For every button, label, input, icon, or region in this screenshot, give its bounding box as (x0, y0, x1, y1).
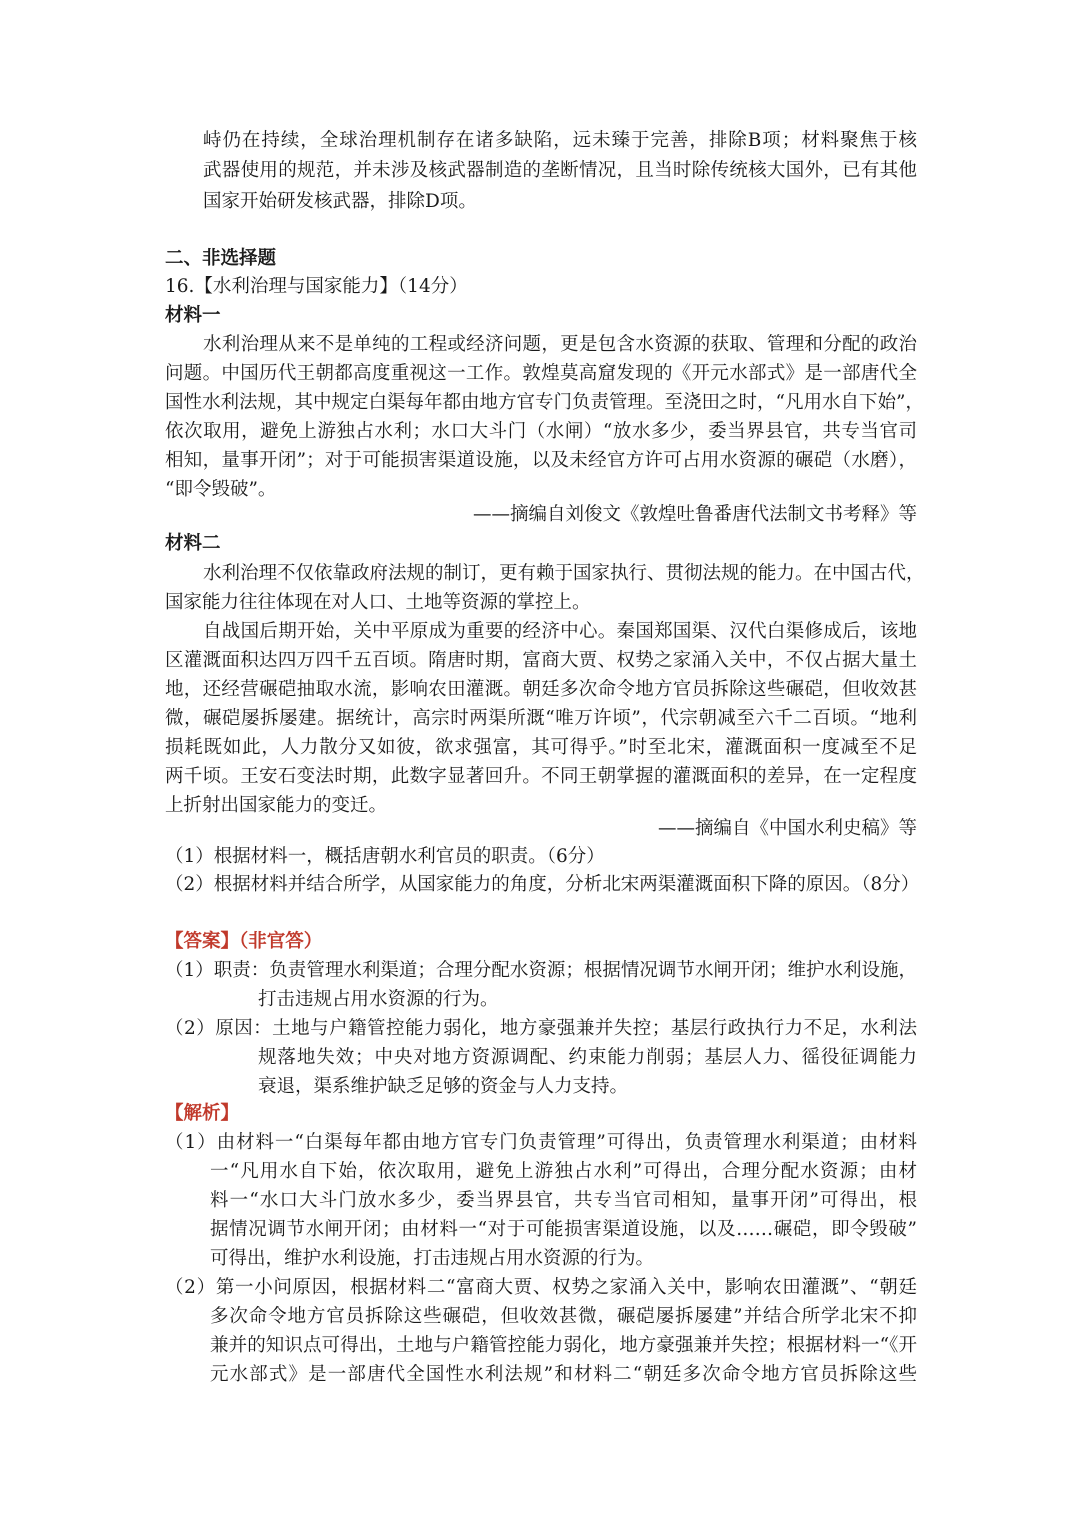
analysis-1-line: （1）由材料一“白渠每年都由地方官专门负责管理”可得出，负责管理水利渠道；由材料 (165, 1132, 917, 1153)
prev-analysis-line: 武器使用的规范，并未涉及核武器制造的垄断情况，且当时除传统核大国外，已有其他 (203, 160, 917, 181)
analysis-1-line: 据情况调节水闸开闭；由材料一“对于可能损害渠道设施，以及……碾硙，即令毁破” (210, 1219, 917, 1240)
material1-label: 材料一 (165, 305, 221, 326)
material2-line: 水利治理不仅依靠政府法规的制订，更有赖于国家执行、贯彻法规的能力。在中国古代， (203, 563, 925, 584)
answer-label: 【答案】（非官答） (165, 931, 323, 952)
analysis-label: 【解析】 (165, 1103, 240, 1124)
material1-line: 相知，量事开闭”；对于可能损害渠道设施，以及未经官方许可占用水资源的碾硙（水磨）， (165, 450, 917, 471)
material1-line: 问题。中国历代王朝都高度重视这一工作。敦煌莫高窟发现的《开元水部式》是一部唐代全 (165, 363, 917, 384)
question-title: 16.【水利治理与国家能力】（14分） (165, 276, 468, 297)
analysis-1-line: 料一“水口大斗门放水多少，委当界县官，共专当官司相知，量事开闭”可得出，根 (210, 1190, 917, 1211)
answer-2-line: 规落地失效；中央对地方资源调配、约束能力削弱；基层人力、徭役征调能力 (258, 1047, 917, 1068)
analysis-2-line: 兼并的知识点可得出，土地与户籍管控能力弱化，地方豪强兼并失控；根据材料一“《开 (210, 1335, 917, 1356)
section-title: 二、非选择题 (165, 248, 277, 269)
answer-2-line: 衰退，渠系维护缺乏足够的资金与人力支持。 (258, 1076, 629, 1097)
material1-source: ——摘编自刘俊文《敦煌吐鲁番唐代法制文书考释》等 (472, 504, 917, 525)
answer-1-line: 打击违规占用水资源的行为。 (258, 989, 499, 1010)
material1-line: 依次取用，避免上游独占水利；水口大斗门（水闸）“放水多少，委当界县官，共专当官司 (165, 421, 917, 442)
analysis-2-line: 多次命令地方官员拆除这些碾硙，但收效甚微，碾硙屡拆屡建”并结合所学北宋不抑 (210, 1306, 917, 1327)
material2-source: ——摘编自《中国水利史稿》等 (657, 818, 917, 839)
prev-analysis-line: 峙仍在持续，全球治理机制存在诸多缺陷，远未臻于完善，排除B项；材料聚焦于核 (203, 130, 917, 151)
analysis-2-line: 元水部式》是一部唐代全国性水利法规”和材料二“朝廷多次命令地方官员拆除这些 (210, 1364, 917, 1385)
analysis-2-line: （2）第一小问原因，根据材料二“富商大贾、权势之家涌入关中，影响农田灌溉”、“朝廷 (165, 1277, 917, 1298)
sub-question-1: （1）根据材料一，概括唐朝水利官员的职责。（6分） (165, 846, 605, 867)
answer-2-line: （2）原因：土地与户籍管控能力弱化，地方豪强兼并失控；基层行政执行力不足，水利法 (165, 1018, 917, 1039)
material2-line: 国家能力往往体现在对人口、土地等资源的掌控上。 (165, 592, 591, 613)
material1-line: 国性水利法规，其中规定白渠每年都由地方官专门负责管理。至浇田之时，“凡用水自下始”， (165, 392, 924, 413)
material1-line: “即令毁破”。 (165, 479, 277, 500)
analysis-1-line: 一“凡用水自下始，依次取用，避免上游独占水利”可得出，合理分配水资源；由材 (210, 1161, 917, 1182)
analysis-1-line: 可得出，维护水利设施，打击违规占用水资源的行为。 (210, 1248, 655, 1269)
material2-line: 自战国后期开始，关中平原成为重要的经济中心。秦国郑国渠、汉代白渠修成后，该地 (203, 621, 917, 642)
material2-line: 两千顷。王安石变法时期，此数字显著回升。不同王朝掌握的灌溉面积的差异，在一定程度 (165, 766, 917, 787)
material2-label: 材料二 (165, 533, 221, 554)
prev-analysis-line: 国家开始研发核武器，排除D项。 (203, 191, 477, 212)
material2-line: 区灌溉面积达四万四千五百顷。隋唐时期，富商大贾、权势之家涌入关中，不仅占据大量土 (165, 650, 917, 671)
material1-line: 水利治理从来不是单纯的工程或经济问题，更是包含水资源的获取、管理和分配的政治 (203, 334, 917, 355)
sub-question-2: （2）根据材料并结合所学，从国家能力的角度，分析北宋两渠灌溉面积下降的原因。（8分） (165, 874, 920, 895)
answer-1-line: （1）职责：负责管理水利渠道；合理分配水资源；根据情况调节水闸开闭；维护水利设施， (165, 960, 917, 981)
material2-line: 微，碾硙屡拆屡建。据统计，高宗时两渠所溉“唯万许顷”，代宗朝减至六千二百顷。“地利 (165, 708, 917, 729)
material2-line: 上折射出国家能力的变迁。 (165, 795, 388, 816)
material2-line: 地，还经营碾硙抽取水流，影响农田灌溉。朝廷多次命令地方官员拆除这些碾硙，但收效甚 (165, 679, 917, 700)
material2-line: 损耗既如此，人力散分又如彼，欲求强富，其可得乎。”时至北宋，灌溉面积一度减至不足 (165, 737, 917, 758)
